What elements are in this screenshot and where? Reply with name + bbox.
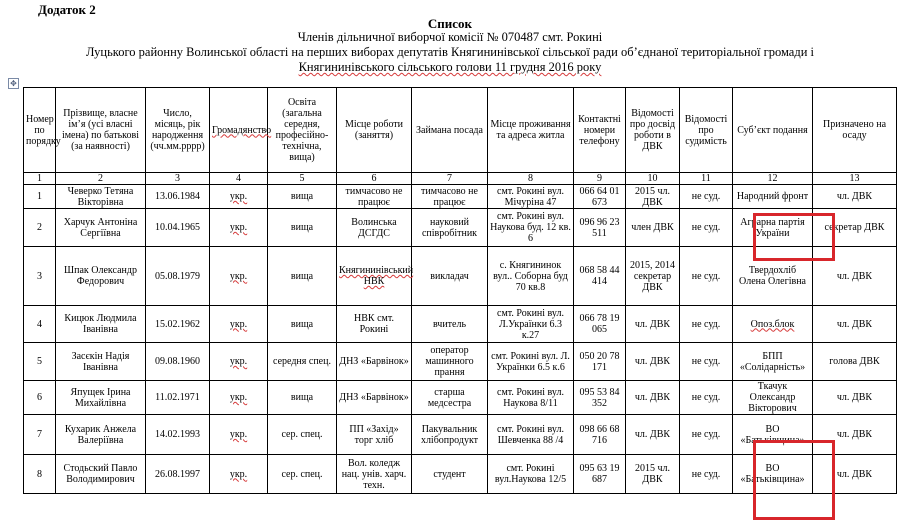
cell-workplace: тимчасово не працює — [337, 185, 412, 209]
cell-name: Кицюк Людмила Іванівна — [56, 306, 146, 343]
cell-role: чл. ДВК — [813, 415, 897, 455]
header-row — [24, 88, 897, 173]
cell-subject: ВО «Батьківщина» — [733, 455, 813, 494]
cell-address: с. Княгининок вул.. Соборна буд 70 кв.8 — [488, 247, 574, 306]
cell-education: середня спец. — [268, 343, 337, 381]
cell-address: смт. Рокині вул. Л.Українки 6.3 к.27 — [488, 306, 574, 343]
subtitle-line: Луцького районну Волинської області на перших виборах депутатів Княгининівської сільської ради об’єднаної територіальної громади і — [85, 45, 814, 59]
cell-num: 3 — [24, 247, 56, 306]
cell-role: чл. ДВК — [813, 185, 897, 209]
cell-education: сер. спец. — [268, 415, 337, 455]
column-number: 13 — [813, 173, 897, 185]
header-cell: Відомості про судимість — [680, 88, 733, 173]
cell-citizenship: укр. — [210, 209, 268, 247]
subtitle-line: Членів дільничної виборчої комісії № 070487 смт. Рокині — [297, 30, 603, 44]
cell-dob: 26.08.1997 — [146, 455, 210, 494]
cell-education: вища — [268, 185, 337, 209]
cell-subject: Ткачук Олександр Вікторович — [733, 381, 813, 415]
header-cell: Місце роботи (заняття) — [337, 88, 412, 173]
cell-experience: 2015 чл. ДВК — [626, 455, 680, 494]
cell-num: 1 — [24, 185, 56, 209]
subtitle-line: Княгининівського сільського голови 11 грудня 2016 року — [298, 60, 602, 74]
column-number: 9 — [574, 173, 626, 185]
cell-education: вища — [268, 247, 337, 306]
cell-dob: 14.02.1993 — [146, 415, 210, 455]
cell-citizenship: укр. — [210, 381, 268, 415]
column-number: 8 — [488, 173, 574, 185]
cell-dob: 05.08.1979 — [146, 247, 210, 306]
cell-workplace: НВК смт. Рокині — [337, 306, 412, 343]
cell-position: викладач — [412, 247, 488, 306]
highlight-box — [753, 440, 835, 520]
cell-phone: 095 53 84 352 — [574, 381, 626, 415]
cell-address: смт. Рокині вул.Наукова 12/5 — [488, 455, 574, 494]
highlight-box — [753, 213, 835, 261]
cell-role: голова ДВК — [813, 343, 897, 381]
cell-dob: 11.02.1971 — [146, 381, 210, 415]
cell-citizenship: укр. — [210, 185, 268, 209]
cell-workplace: ДНЗ «Барвінок» — [337, 343, 412, 381]
column-number: 4 — [210, 173, 268, 185]
column-number: 7 — [412, 173, 488, 185]
header-cell: Прізвище, власне ім’я (усі власні імена) по батькові (за наявності) — [56, 88, 146, 173]
cell-experience: член ДВК — [626, 209, 680, 247]
cell-experience: чл. ДВК — [626, 343, 680, 381]
table-row — [24, 343, 897, 381]
cell-role: чл. ДВК — [813, 306, 897, 343]
cell-position: старша медсестра — [412, 381, 488, 415]
cell-phone: 066 64 01 673 — [574, 185, 626, 209]
cell-position: вчитель — [412, 306, 488, 343]
cell-num: 4 — [24, 306, 56, 343]
header-cell: Призначено на осаду — [813, 88, 897, 173]
header-cell: Відомості про досвід роботи в ДВК — [626, 88, 680, 173]
cell-phone: 095 63 19 687 — [574, 455, 626, 494]
cell-phone: 066 78 19 065 — [574, 306, 626, 343]
header-cell: Освіта (загальна середня, професійно-технічна, вища) — [268, 88, 337, 173]
cell-num: 7 — [24, 415, 56, 455]
cell-citizenship: укр. — [210, 415, 268, 455]
cell-citizenship: укр. — [210, 343, 268, 381]
cell-phone: 068 58 44 414 — [574, 247, 626, 306]
cell-address: смт. Рокині вул. Наукова 8/11 — [488, 381, 574, 415]
cell-num: 2 — [24, 209, 56, 247]
cell-criminal: не суд. — [680, 306, 733, 343]
cell-name: Стодьский Павло Володимирович — [56, 455, 146, 494]
header-cell: Номер по порядку — [24, 88, 56, 173]
table-row — [24, 381, 897, 415]
table-move-handle-icon[interactable]: ✥ — [8, 78, 19, 89]
cell-subject: БПП «Солідарність» — [733, 343, 813, 381]
cell-dob: 15.02.1962 — [146, 306, 210, 343]
cell-position: оператор машинного прання — [412, 343, 488, 381]
cell-citizenship: укр. — [210, 455, 268, 494]
cell-criminal: не суд. — [680, 381, 733, 415]
cell-criminal: не суд. — [680, 209, 733, 247]
cell-experience: 2015, 2014 секретар ДВК — [626, 247, 680, 306]
cell-criminal: не суд. — [680, 185, 733, 209]
cell-experience: чл. ДВК — [626, 306, 680, 343]
cell-num: 8 — [24, 455, 56, 494]
cell-workplace: Волинська ДСГДС — [337, 209, 412, 247]
cell-phone: 096 96 23 511 — [574, 209, 626, 247]
cell-experience: чл. ДВК — [626, 381, 680, 415]
cell-experience: 2015 чл. ДВК — [626, 185, 680, 209]
column-number: 5 — [268, 173, 337, 185]
cell-address: смт. Рокині вул. Л. Українки 6.5 к.6 — [488, 343, 574, 381]
cell-subject: Опоз.блок — [733, 306, 813, 343]
column-number: 1 — [24, 173, 56, 185]
table-row — [24, 306, 897, 343]
column-number: 3 — [146, 173, 210, 185]
cell-dob: 10.04.1965 — [146, 209, 210, 247]
cell-workplace: ПП «Захід» торг хліб — [337, 415, 412, 455]
cell-role: чл. ДВК — [813, 381, 897, 415]
table-row — [24, 185, 897, 209]
cell-experience: чл. ДВК — [626, 415, 680, 455]
cell-dob: 09.08.1960 — [146, 343, 210, 381]
cell-citizenship: укр. — [210, 306, 268, 343]
cell-role: секретар ДВК — [813, 209, 897, 247]
column-number: 11 — [680, 173, 733, 185]
cell-workplace: Вол. коледж нац. унів. харч. техн. — [337, 455, 412, 494]
cell-criminal: не суд. — [680, 415, 733, 455]
cell-phone: 098 66 68 716 — [574, 415, 626, 455]
cell-address: смт. Рокині вул. Шевченка 88 /4 — [488, 415, 574, 455]
cell-education: вища — [268, 381, 337, 415]
cell-workplace: ДНЗ «Барвінок» — [337, 381, 412, 415]
column-number: 2 — [56, 173, 146, 185]
cell-education: сер. спец. — [268, 455, 337, 494]
cell-position: Пакувальник хлібопродукт — [412, 415, 488, 455]
header-cell: Місце проживання та адреса житла — [488, 88, 574, 173]
cell-address: смт. Рокині вул. Мічуріна 47 — [488, 185, 574, 209]
members-table — [23, 87, 897, 494]
cell-name: Чеверко Тетяна Вікторівна — [56, 185, 146, 209]
document-subtitle — [0, 30, 900, 75]
cell-dob: 13.06.1984 — [146, 185, 210, 209]
cell-education: вища — [268, 306, 337, 343]
cell-criminal: не суд. — [680, 455, 733, 494]
cell-workplace: Княгининівський НВК — [337, 247, 412, 306]
cell-subject: Аграрна партія України — [733, 209, 813, 247]
cell-num: 6 — [24, 381, 56, 415]
cell-role: чл. ДВК — [813, 247, 897, 306]
cell-address: смт. Рокині вул. Наукова буд. 12 кв. 6 — [488, 209, 574, 247]
cell-name: Кухарик Анжела Валеріївна — [56, 415, 146, 455]
cell-name: Япущек Ірина Михайлівна — [56, 381, 146, 415]
cell-role: чл. ДВК — [813, 455, 897, 494]
cell-criminal: не суд. — [680, 343, 733, 381]
header-cell: Громадянство — [210, 88, 268, 173]
header-cell: Число, місяць, рік народження (чч.мм.рррр) — [146, 88, 210, 173]
header-cell: Займана посада — [412, 88, 488, 173]
cell-citizenship: укр. — [210, 247, 268, 306]
cell-subject: ВО «Батьківщина» — [733, 415, 813, 455]
cell-position: науковий співробітник — [412, 209, 488, 247]
cell-name: Шпак Олександр Федорович — [56, 247, 146, 306]
cell-position: студент — [412, 455, 488, 494]
cell-phone: 050 20 78 171 — [574, 343, 626, 381]
cell-name: Харчук Антоніна Сергіївна — [56, 209, 146, 247]
cell-position: тимчасово не працює — [412, 185, 488, 209]
document-title: Список — [427, 16, 473, 31]
cell-education: вища — [268, 209, 337, 247]
column-number: 6 — [337, 173, 412, 185]
column-number-row — [24, 173, 897, 185]
cell-name: Засєкін Надія Іванівна — [56, 343, 146, 381]
annex-label: Додаток 2 — [38, 2, 96, 17]
cell-subject: Твердохліб Олена Олегівна — [733, 247, 813, 306]
cell-subject: Народний фронт — [733, 185, 813, 209]
header-cell: Суб’єкт подання — [733, 88, 813, 173]
column-number: 10 — [626, 173, 680, 185]
column-number: 12 — [733, 173, 813, 185]
header-cell: Контактні номери телефону — [574, 88, 626, 173]
cell-num: 5 — [24, 343, 56, 381]
cell-criminal: не суд. — [680, 247, 733, 306]
